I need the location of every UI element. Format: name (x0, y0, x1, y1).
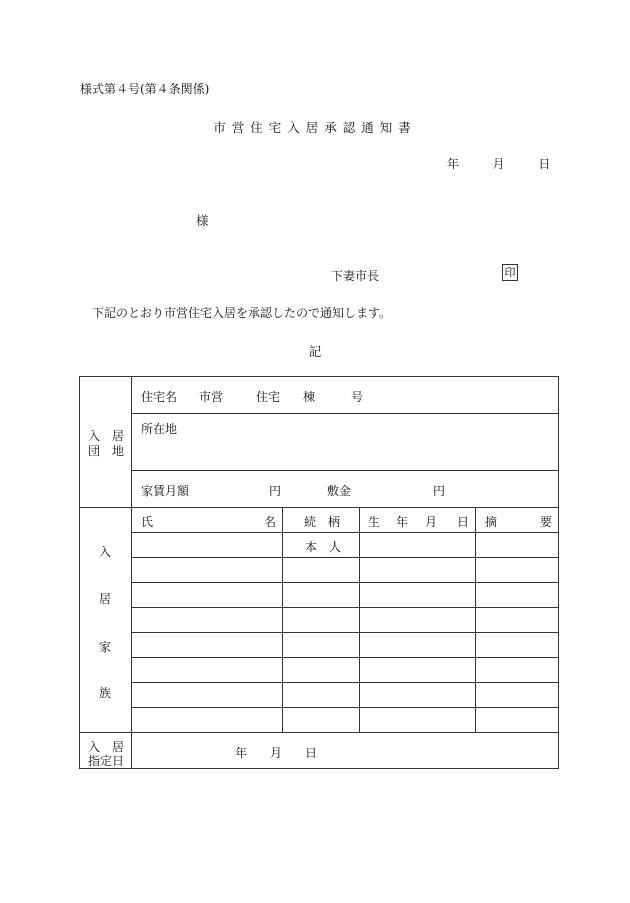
label-column-divider (131, 377, 132, 768)
section-housing-line1: 入 居 (88, 429, 125, 443)
section-designated-line1: 入 居 (88, 740, 125, 754)
row-divider (131, 607, 558, 608)
date-year: 年 (447, 157, 460, 171)
rent-label: 家賃月額 (141, 484, 190, 498)
section-family-char4: 族 (99, 686, 112, 700)
rent-unit: 円 (269, 484, 282, 498)
row-divider (131, 632, 558, 633)
column-header-name-2: 名 (264, 515, 277, 529)
column-header-remarks-1: 摘 (485, 515, 498, 529)
section-family-char3: 家 (99, 640, 112, 654)
deposit-unit: 円 (433, 484, 446, 498)
first-row-relation: 本 人 (305, 540, 342, 554)
address-label: 所在地 (141, 422, 178, 436)
housing-number: 号 (351, 390, 364, 404)
addressee-suffix: 様 (196, 213, 209, 228)
column-header-name-1: 氏 (141, 515, 154, 529)
row-divider (131, 657, 558, 658)
date-month: 月 (492, 157, 505, 171)
approval-table (79, 376, 559, 769)
issue-date (447, 155, 550, 172)
section-family-char2: 居 (99, 592, 112, 606)
column-header-birth-2: 年 (396, 515, 409, 529)
housing-city: 市営 (199, 390, 224, 404)
column-header-birth-4: 日 (457, 515, 470, 529)
column-header-birth-3: 月 (425, 515, 438, 529)
column-header-birth-1: 生 (368, 515, 381, 529)
section-family-char1: 入 (99, 545, 112, 559)
divider (80, 732, 558, 733)
section-designated-line2: 指定日 (88, 754, 125, 768)
deposit-label: 敷金 (327, 484, 352, 498)
date-day: 日 (538, 157, 551, 171)
section-housing-line2: 団 地 (88, 444, 125, 458)
divider (131, 413, 558, 414)
housing-jutaku: 住宅 (256, 390, 281, 404)
form-number: 様式第４号(第４条関係) (80, 82, 210, 96)
designated-day: 日 (305, 746, 318, 760)
housing-building: 棟 (303, 390, 316, 404)
ki-heading: 記 (308, 344, 322, 359)
document-title: 市営住宅入居承認通知書 (213, 120, 417, 135)
row-divider (131, 582, 558, 583)
column-divider (359, 507, 360, 732)
issuer-title: 下妻市長 (331, 269, 380, 283)
divider (131, 470, 558, 471)
row-divider (131, 532, 558, 533)
seal-box: 印 (502, 264, 518, 281)
designated-year: 年 (235, 746, 248, 760)
row-divider (131, 707, 558, 708)
designated-month: 月 (270, 746, 283, 760)
divider (80, 507, 558, 508)
column-header-relation: 続 柄 (304, 515, 341, 529)
column-divider (475, 507, 476, 732)
column-divider (282, 507, 283, 732)
row-divider (131, 682, 558, 683)
notice-text: 下記のとおり市営住宅入居を承認したので通知します。 (92, 306, 392, 320)
row-divider (131, 557, 558, 558)
housing-name-label: 住宅名 (141, 390, 178, 404)
column-header-remarks-2: 要 (540, 515, 553, 529)
